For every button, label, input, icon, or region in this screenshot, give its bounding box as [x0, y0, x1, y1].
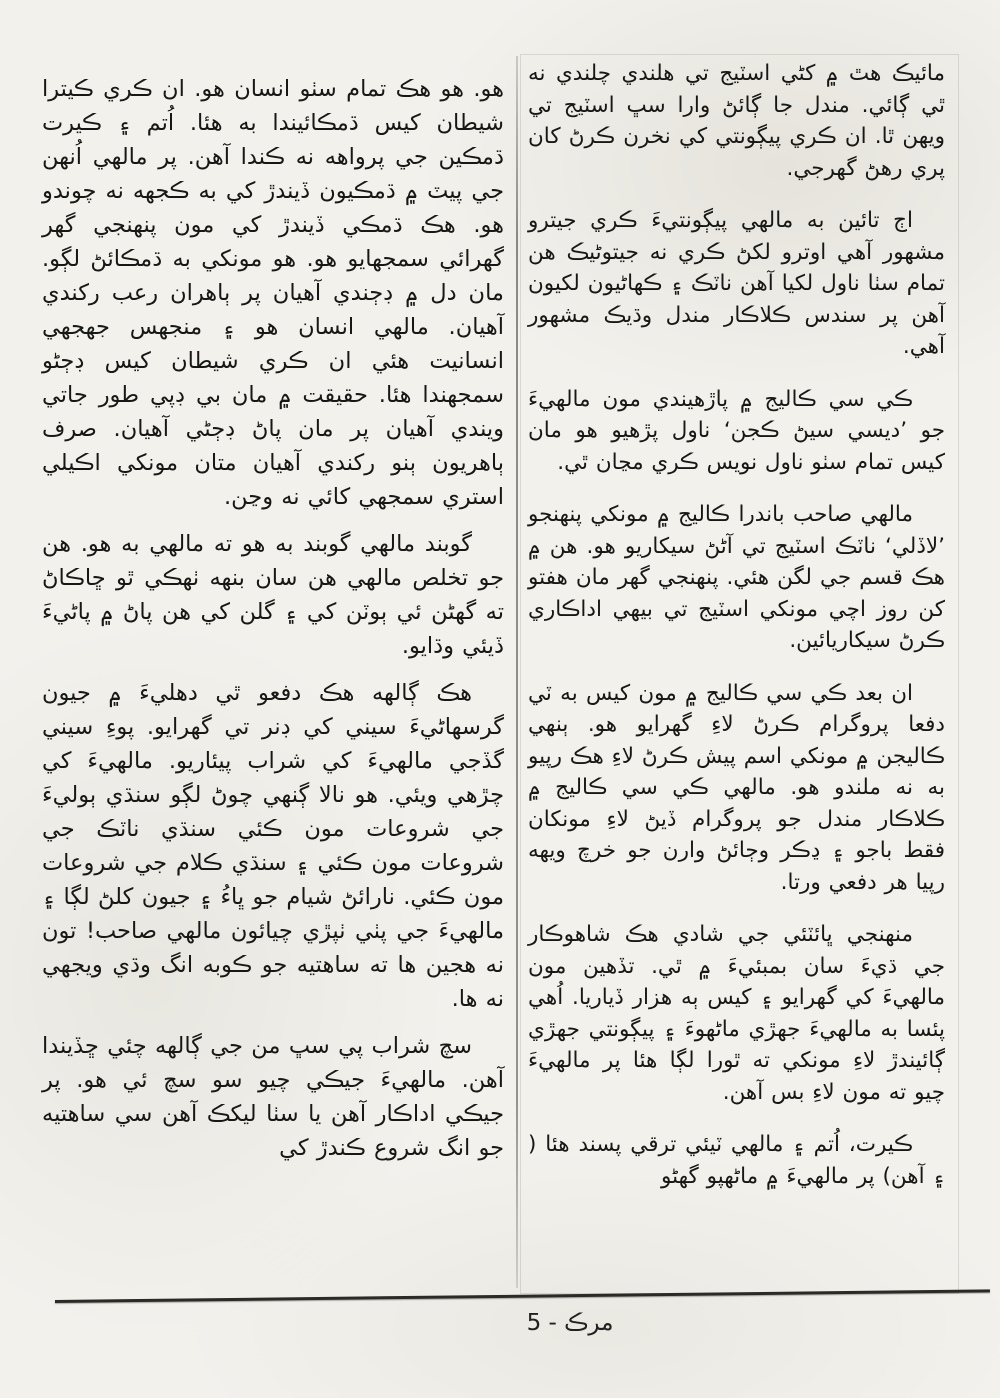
paragraph: گوبند مالهي گوبند به هو ته مالهي به هو. هن جو تخلص مالهي هن سان بنهه ٺهڪي ٿو ڇاڪاڻ ته گهڻن ئي ٻوٽن کي ۽ گلن کي هن پاڻ ۾ پاڻيءَ ڏيئي وڌايو. — [42, 531, 504, 659]
paragraph: اڄ تائين به مالهي پيڳونتيءَ ڪري جيترو مشهور آهي اوترو لکڻ ڪري نه جيتوڻيڪ هن تمام سٺا ناول لکيا آهن ناٽڪ ۽ ڪهاڻيون لکيون آهن پر سندس ڪلاڪار مندل وڌيڪ مشهور آهي. — [528, 208, 945, 359]
paragraph: منهنجي ڀائٽئي جي شادي هڪ شاهوڪار جي ڌيءَ سان بمبئيءَ ۾ ٿي. تڏهين مون مالهيءَ کي گهرايو ۽ کيس ٻه هزار ڏياريا. اُهي پئسا به مالهيءَ جهڙي ماڻهوءَ ۽ پيڳونتي جهڙي ڳائيندڙ لاءِ مونکي ته ٿورا لڳا هئا پر مالهيءَ چيو ته مون لاءِ بس آهن. — [528, 922, 945, 1105]
paragraph: مالهي صاحب باندرا ڪاليج ۾ مونکي پنهنجو ’لاڏلي‘ ناٽڪ اسٽيج تي آڻڻ سيکاريو هو. هن ۾ هڪ قسم جي لگن هئي. پنهنجي گهر مان هفتو کن روز اچي مونکي اسٽيج تي بيهي اداڪاري ڪرڻ سيکاريائين. — [528, 502, 945, 653]
paragraph: هو. هو هڪ تمام سٺو انسان هو. ان ڪري ڪيترا شيطان کيس ڌمڪائيندا به هئا. اُتم ۽ ڪيرت ڌمڪين جي پرواهه نه ڪندا آهن. پر مالهي اُنهن جي پيٽ ۾ ڌمڪيون ڏيندڙ کي به ڪجهه نه چوندو هو. هڪ ڌمڪي ڏيندڙ کي مون پنهنجي گهر گهرائي سمجهايو هو. هو مونکي به ڌمڪائڻ لڳو. مان دل ۾ ڊڄندي آهيان پر ٻاهران رعب رکندي آهيان. مالهي انسان هو ۽ منجهس جهجهي انسانيت هئي ان ڪري شيطان کيس ڊڄڻو سمجهندا هئا. حقيقت ۾ مان بي ڊپي طور جاتي ويندي آهيان پر مان پاڻ ڊڄڻي آهيان. صرف ٻاهريون ٻنو رکندي آهيان متان مونکي اڪيلي استري سمجهي کائي نه وڃن. — [42, 76, 504, 510]
paragraph: هڪ ڳالهه هڪ دفعو ٿي دهليءَ ۾ جيون گرسهاڻيءَ سيني کي ڊنر تي گهرايو. پوءِ سيني گڏجي مالهيءَ کي شراب پيئاريو. مالهيءَ کي چڙهي ويئي. هو نالا ڳنهي چوڻ لڳو سنڌي ٻوليءَ جي شروعات مون ڪئي سنڌي ناٽڪ جي شروعات مون ڪئي ۽ سنڌي ڪلام جي شروعات مون ڪئي. نارائڻ شيام جو ڀاءُ ۽ جيون کلڻ لڳا ۽ مالهيءَ جي پٺي ٺپڙي چيائون مالهي صاحب! تون نه هجين ها ته ساهتيه جو ڪوبه انگ وڌي ويجهي نه ها. — [42, 680, 504, 1012]
footer-horizontal-rule — [55, 1289, 990, 1303]
paragraph: ڪيرت، اُتم ۽ مالهي ٽيئي ترقي پسند هئا ( ۽ آهن) پر مالهيءَ ۾ ماڻهپو گهڻو — [528, 1132, 945, 1189]
page-footer: مرڪ - 5 — [526, 1310, 614, 1336]
paragraph: ان بعد ڪي سي ڪاليج ۾ مون کيس به ٽي دفعا پروگرام ڪرڻ لاءِ گهرايو هو. ٻنهي ڪاليجن ۾ مونکي اسم پيش ڪرڻ لاءِ هڪ رپيو به نه ملندو هو. مالهي ڪي سي ڪاليج ۾ ڪلاڪار مندل جو پروگرام ڏيڻ لاءِ مونکان فقط باجو ۽ ڍڪر وڄائڻ وارن جو خرچ ويهه رپيا هر دفعي ورتا. — [528, 680, 945, 895]
right-text-column — [528, 58, 945, 1213]
column-divider-rule — [516, 56, 518, 1288]
paragraph: ڪي سي ڪاليج ۾ پاڙهيندي مون مالهيءَ جو ’ديسي سيڻ ڪجن‘ ناول پڙهيو هو مان کيس تمام سٺو ناول نويس ڪري مڃان ٿي. — [528, 386, 945, 475]
paragraph: سچ شراب پي سڀ من جي ڳالهه چئي ڇڏيندا آهن. مالهيءَ جيڪي چيو سو سچ ئي هو. پر جيڪي اداڪار آهن يا سٺا ليکڪ آهن سي ساهتيه جو انگ شروع ڪندڙ کي — [42, 1033, 504, 1161]
paragraph: مائيڪ هٿ ۾ کڻي اسٽيج تي هلندي چلندي نه ٿي ڳائي. مندل جا ڳائڻ وارا سڀ اسٽيج تي ويهن ٿا. ان ڪري پيڳونتي کي نخرن ڪرڻ کان پري رهڻ گهرجي. — [528, 61, 945, 181]
left-text-column — [42, 72, 504, 1178]
